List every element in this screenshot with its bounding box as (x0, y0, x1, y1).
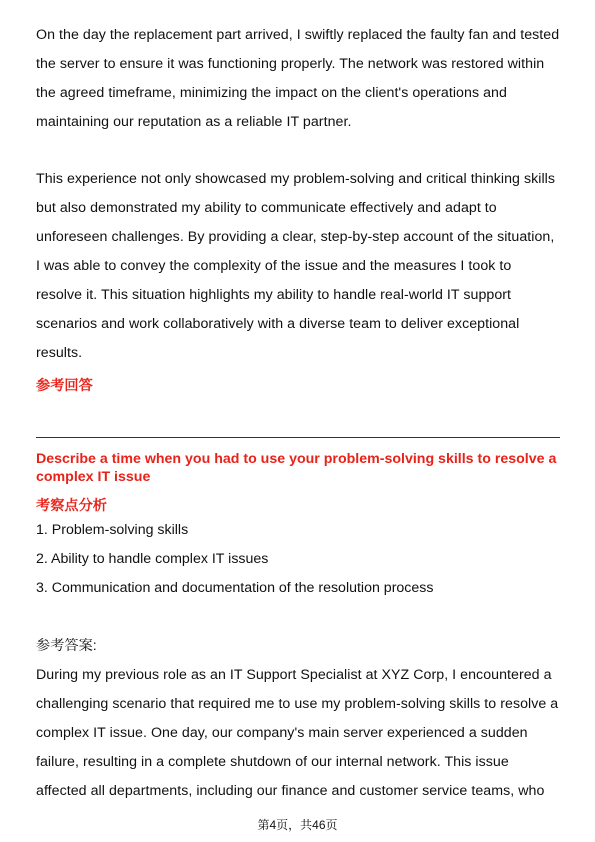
list-item: 2. Ability to handle complex IT issues (36, 551, 269, 567)
answer-label: 参考答案: (36, 638, 97, 654)
paragraph-restoration: On the day the replacement part arrived, I swiftly replaced the faulty fan and tested the server to ensure it was functioning properly. The network was restored within the agreed timeframe, minimizing the impact on the client's operations and maintaining our reputation as a reliable IT partner. (36, 27, 560, 130)
list-item: 3. Communication and documentation of the resolution process (36, 580, 434, 596)
paragraph-reflection: This experience not only showcased my problem-solving and critical thinking skills but also demonstrated my ability to communicate effectively and adapt to unforeseen challenges. By providing a clear, step-by-step account of the situation, I was able to convey the complexity of the issue and the measures I took to resolve it. This situation highlights my ability to handle real-world IT support scenarios and work collaboratively with a diverse team to deliver exceptional results. (36, 171, 556, 361)
reference-answer-heading: 参考回答 (36, 378, 93, 394)
section-divider (36, 437, 560, 438)
page-footer: 第4页，共46页 (257, 818, 338, 832)
list-item: 1. Problem-solving skills (36, 522, 189, 538)
question-heading: Describe a time when you had to use your problem-solving skills to resolve a complex IT issue (36, 451, 557, 485)
answer-paragraph: During my previous role as an IT Support Specialist at XYZ Corp, I encountered a challenging scenario that required me to use my problem-solving skills to resolve a complex IT issue. One day, our company's main server experienced a sudden failure, resulting in a complete shutdown of our internal network. This issue affected all departments, including our finance and customer service teams, who (36, 667, 559, 799)
analysis-heading: 考察点分析 (36, 498, 107, 514)
analysis-list (36, 516, 433, 603)
